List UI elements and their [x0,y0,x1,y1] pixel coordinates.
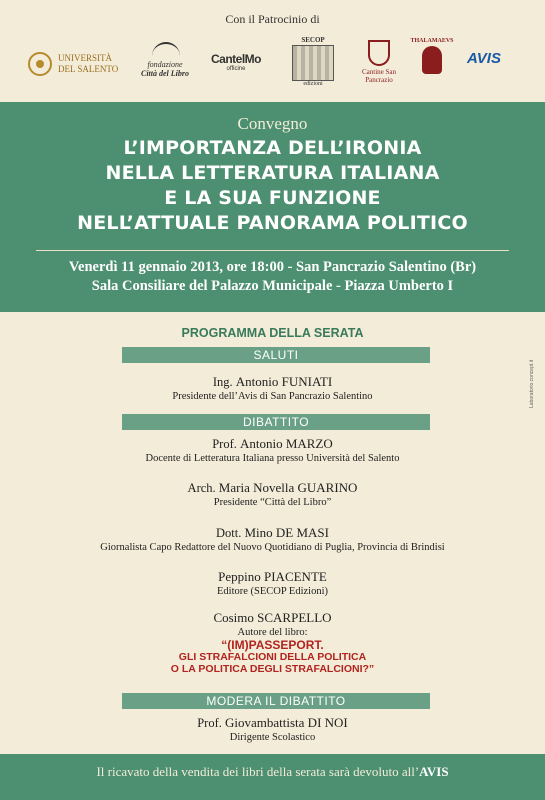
section-modera: MODERA IL DIBATTITO [122,693,430,709]
secop-logo: SECOP edizioni [288,36,338,92]
patronage-header [0,0,545,102]
universita-salento-logo: UNIVERSITÀ DEL SALENTO [28,50,116,84]
cantine-crest-icon [368,40,390,66]
speaker-de-masi: Dott. Mino DE MASI Giornalista Capo Redattore del Nuovo Quotidiano di Puglia, Provincia di Brindisi [100,525,445,553]
open-book-icon [152,42,180,58]
section-dibattito: DIBATTITO [122,414,430,430]
citta-del-libro-logo: fondazione Città del Libro [134,42,196,90]
footer-band [0,754,545,800]
thalamaevs-logo: THALAMAEVS [410,38,454,92]
title-band [0,102,545,312]
divider [36,250,509,251]
speaker-marzo: Prof. Antonio MARZO Docente di Letteratura Italiana presso Università del Salento [145,436,400,464]
secop-emblem-icon [292,45,334,81]
speaker-guarino: Arch. Maria Novella GUARINO Presidente “Città del Libro” [187,480,358,508]
speaker-di-noi: Prof. Giovambattista DI NOI Dirigente Scolastico [197,715,348,743]
speaker-scarpello: Cosimo SCARPELLO Autore del libro: “(IM)PASSEPORT. GLI STRAFALCIONI DELLA POLITICA O LA POLITICA DEGLI STRAFALCIONI?” [0,610,545,675]
book-title: “(IM)PASSEPORT. GLI STRAFALCIONI DELLA POLITICA O LA POLITICA DEGLI STRAFALCIONI?” [170,638,375,675]
footer-note: Il ricavato della vendita dei libri della serata sarà devoluto all’AVIS [96,764,449,779]
university-seal-icon [28,52,52,76]
programme-heading: PROGRAMMA DELLA SERATA [181,326,364,340]
avis-logo: AVIS [467,50,501,67]
event-date-location: Venerdì 11 gennaio 2013, ore 18:00 - San Pancrazio Salentino (Br) Sala Consiliare del Palazzo Municipale - Piazza Umberto I [68,259,477,294]
event-type: Convegno [237,114,308,133]
patronage-label: Con il Patrocinio di [225,12,320,26]
section-saluti: SALUTI [122,347,430,363]
speaker-piacente: Peppino PIACENTE Editore (SECOP Edizioni) [216,569,328,597]
conference-title: L’IMPORTANZA DELL’IRONIA NELLA LETTERATURA ITALIANA E LA SUA FUNZIONE NELL’ATTUALE PANORAMA POLITICO [77,137,468,234]
sponsor-logos [22,38,522,94]
cantelmo-logo: CantelMo officine [211,52,261,72]
designer-credit: Laboratorio concept.it [529,359,535,408]
speaker-funiati: Ing. Antonio FUNIATI Presidente dell’Avis di San Pancrazio Salentino [172,374,373,402]
cantine-san-pancrazio-logo: Cantine San Pancrazio [354,40,404,92]
thalamaevs-crest-icon [422,46,442,74]
